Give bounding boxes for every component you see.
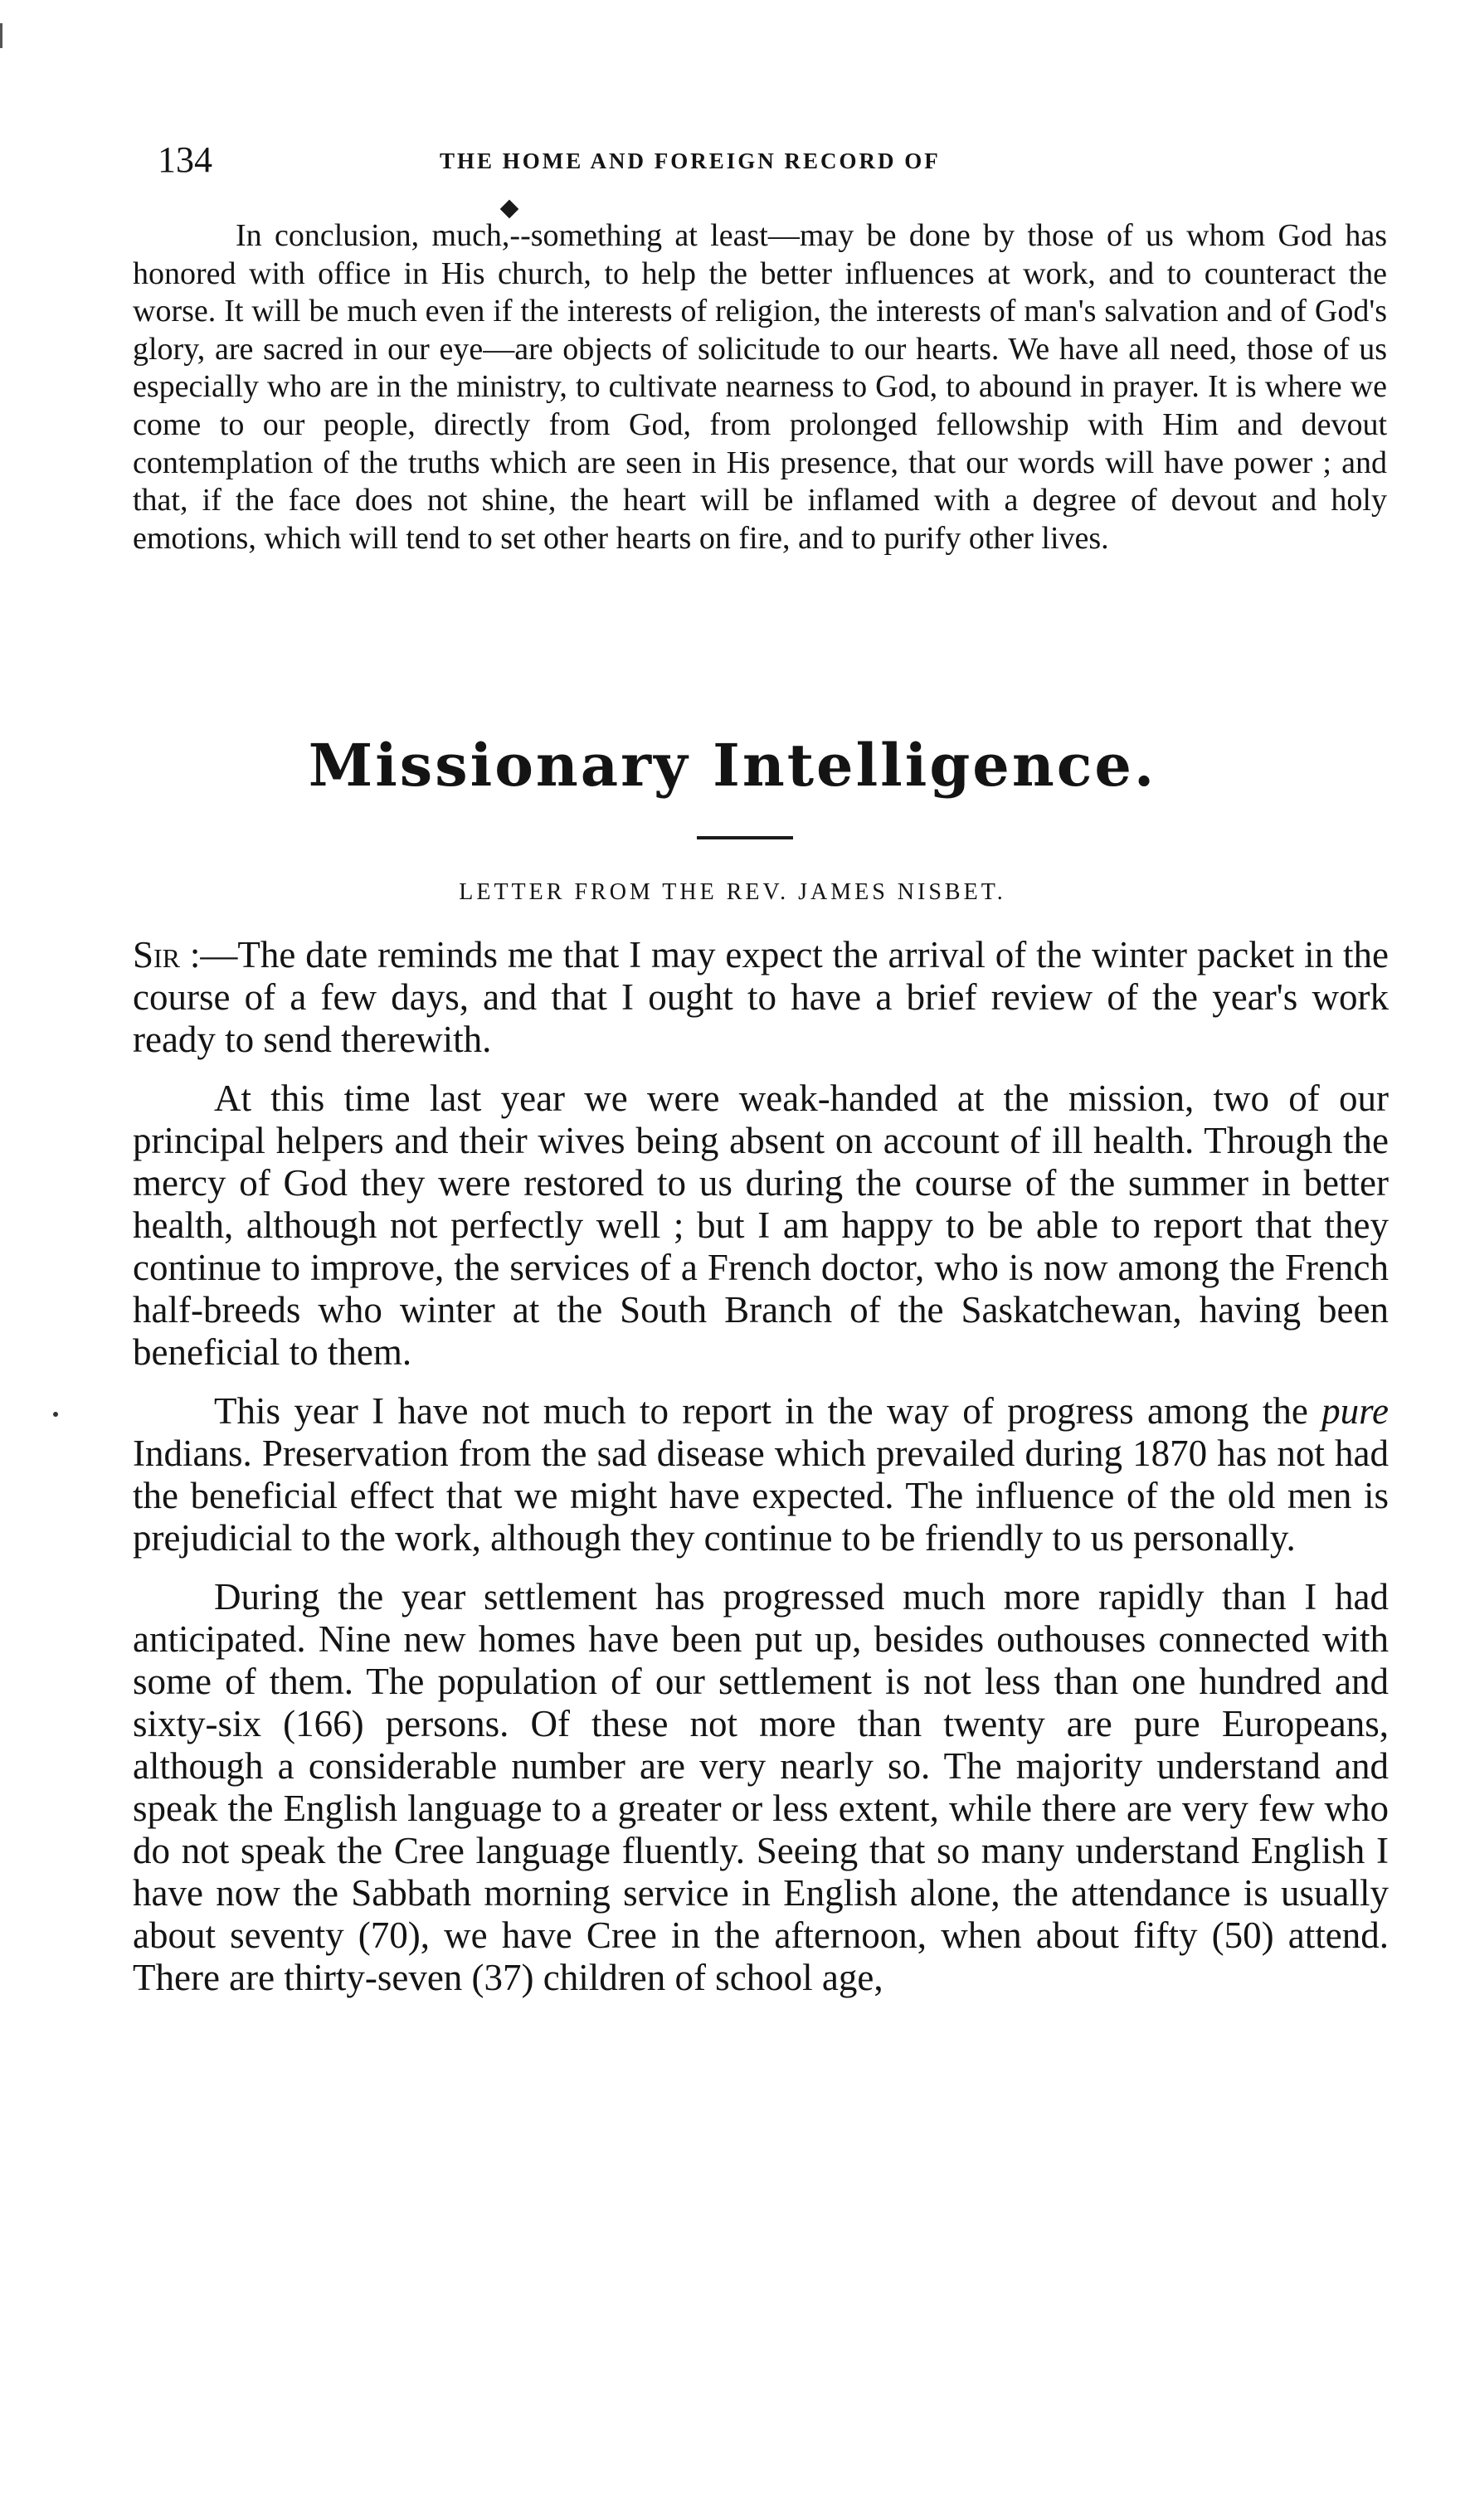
previous-section (133, 217, 1387, 557)
page-edge-mark (0, 23, 2, 48)
title-rule (697, 836, 793, 839)
letter-paragraph-1 (133, 934, 1389, 1061)
page-number: 134 (158, 139, 212, 180)
paragraph-3-start: This year I have not much to report in the way of progress among the (214, 1390, 1322, 1432)
pure-italic: pure (1321, 1390, 1389, 1432)
letter-paragraph-2: At this time last year we were weak-handed at the mission, two of our principal helpers and their wives being absent on account of ill health. Through the mercy of God they were restored to us during the course of the summer in better health, although not perfectly well ; but I am happy to be able to report that they continue to improve, the services of a French doctor, who is now among the French half-breeds who winter at the South Branch of the Saskatchewan, having been beneficial to them. (133, 1078, 1389, 1373)
letter-paragraph-4: During the year settlement has progressed much more rapidly than I had anticipated. Nine new homes have been put up, besides outhouses connected with some of them. The population of our settlement is not less than one hundred and sixty-six (166) persons. Of these not more than twenty are pure Europeans, although a considerable number are very nearly so. The majority understand and speak the English language to a greater or less extent, while there are very few who do not speak the Cree language fluently. Seeing that so many understand English I have now the Sabbath morning service in English alone, the attendance is usually about seventy (70), we have Cree in the afternoon, when about fifty (50) attend. There are thirty-seven (37) children of school age, (133, 1576, 1389, 1998)
conclusion-paragraph: In conclusion, much,--something at least—may be done by those of us whom God has honored with office in His church, to help the better influences at work, and to counteract the worse. It will be much even if the interests of religion, the interests of man's salvation and of God's glory, are sacred in our eye—are objects of solicitude to our hearts. We have all need, those of us especially who are in the ministry, to cultivate nearness to God, to abound in prayer. It is where we come to our people, directly from God, from prolonged fellowship with Him and devout contemplation of the truths which are seen in His presence, that our words will have power ; and that, if the face does not shine, the heart will be inflamed with a degree of devout and holy emotions, which will tend to set other hearts on fire, and to purify other lives. (133, 218, 1387, 556)
paragraph-3-rest: Indians. Preservation from the sad disease which prevailed during 1870 has not had the beneficial effect that we might have expected. The influence of the old men is prejudicial to the work, although they continue to be friendly to us personally. (133, 1433, 1389, 1559)
section-title: Missionary Intelligence. (308, 731, 1157, 800)
salutation: Sir (133, 934, 181, 975)
page-header (158, 139, 1385, 181)
running-head: THE HOME AND FOREIGN RECORD OF (440, 148, 941, 173)
letter-paragraph-3 (133, 1390, 1389, 1559)
letter-body (133, 934, 1389, 2016)
margin-dot (53, 1412, 58, 1417)
paragraph-1-text: :—The date reminds me that I may expect the arrival of the winter packet in the course of a few days, and that I ought to have a brief review of the year's work ready to send therewith. (133, 934, 1389, 1060)
letter-heading: LETTER FROM THE REV. JAMES NISBET. (459, 879, 1006, 905)
ornament-mark (500, 200, 519, 219)
